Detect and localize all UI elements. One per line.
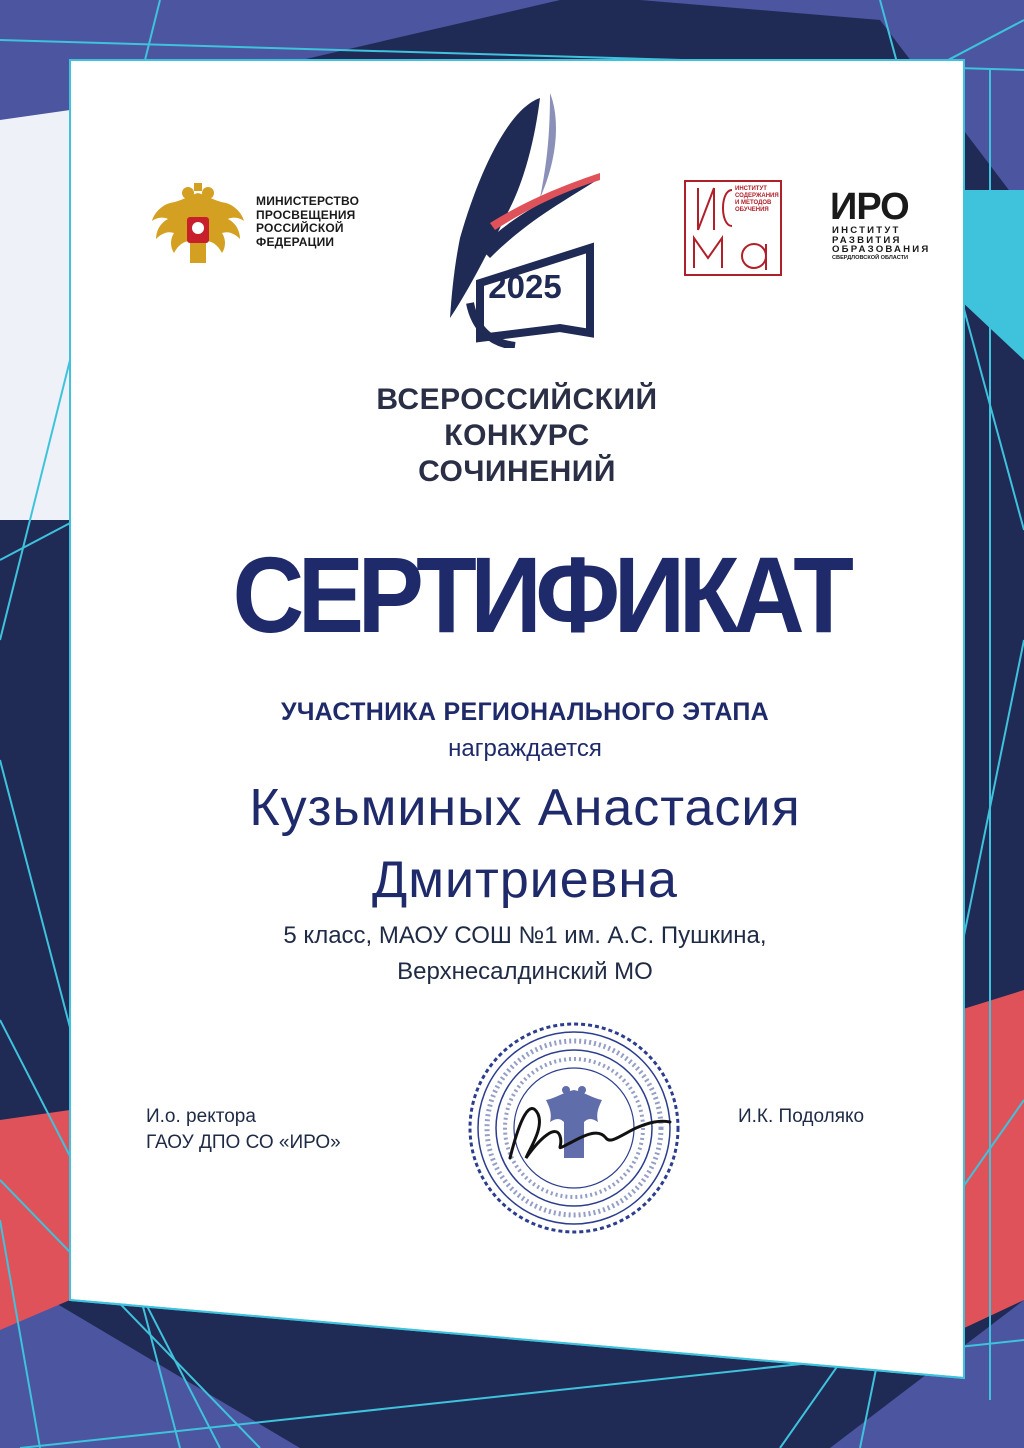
contest-year: 2025 bbox=[488, 268, 562, 305]
iro-name: ИРО bbox=[830, 186, 909, 228]
iro-region: СВЕРДЛОВСКОЙ ОБЛАСТИ bbox=[832, 255, 909, 261]
recipient-name: Кузьминых Анастасия Дмитриевна bbox=[249, 779, 801, 909]
signer-name: И.К. Подоляко bbox=[738, 1106, 865, 1127]
signer-position: И.о. ректора ГАОУ ДПО СО «ИРО» bbox=[146, 1106, 341, 1153]
official-seal-icon bbox=[460, 1018, 688, 1238]
recipient-school: 5 класс, МАОУ СОШ №1 им. А.С. Пушкина, Верхнесалдинский МО bbox=[283, 922, 767, 985]
ministry-logo bbox=[150, 183, 380, 269]
isomo-name: ИНСТИТУТ СОДЕРЖАНИЯ И МЕТОДОВ ОБУЧЕНИЯ bbox=[735, 186, 779, 213]
contest-title: ВСЕРОССИЙСКИЙ КОНКУРС СОЧИНЕНИЙ bbox=[376, 383, 658, 488]
russian-coat-of-arms-icon bbox=[150, 183, 246, 269]
quill-book-icon bbox=[440, 88, 610, 348]
iro-subtitle: ИНСТИТУТ РАЗВИТИЯ ОБРАЗОВАНИЯ bbox=[832, 225, 931, 256]
certificate-title: СЕРТИФИКАТ bbox=[232, 534, 848, 655]
iro-logo bbox=[830, 188, 930, 268]
ministry-name: МИНИСТЕРСТВО ПРОСВЕЩЕНИЯ РОССИЙСКОЙ ФЕДЕРАЦИИ bbox=[256, 194, 360, 249]
awarded-label: награждается bbox=[448, 735, 602, 762]
participant-stage: УЧАСТНИКА РЕГИОНАЛЬНОГО ЭТАПА bbox=[280, 698, 770, 726]
